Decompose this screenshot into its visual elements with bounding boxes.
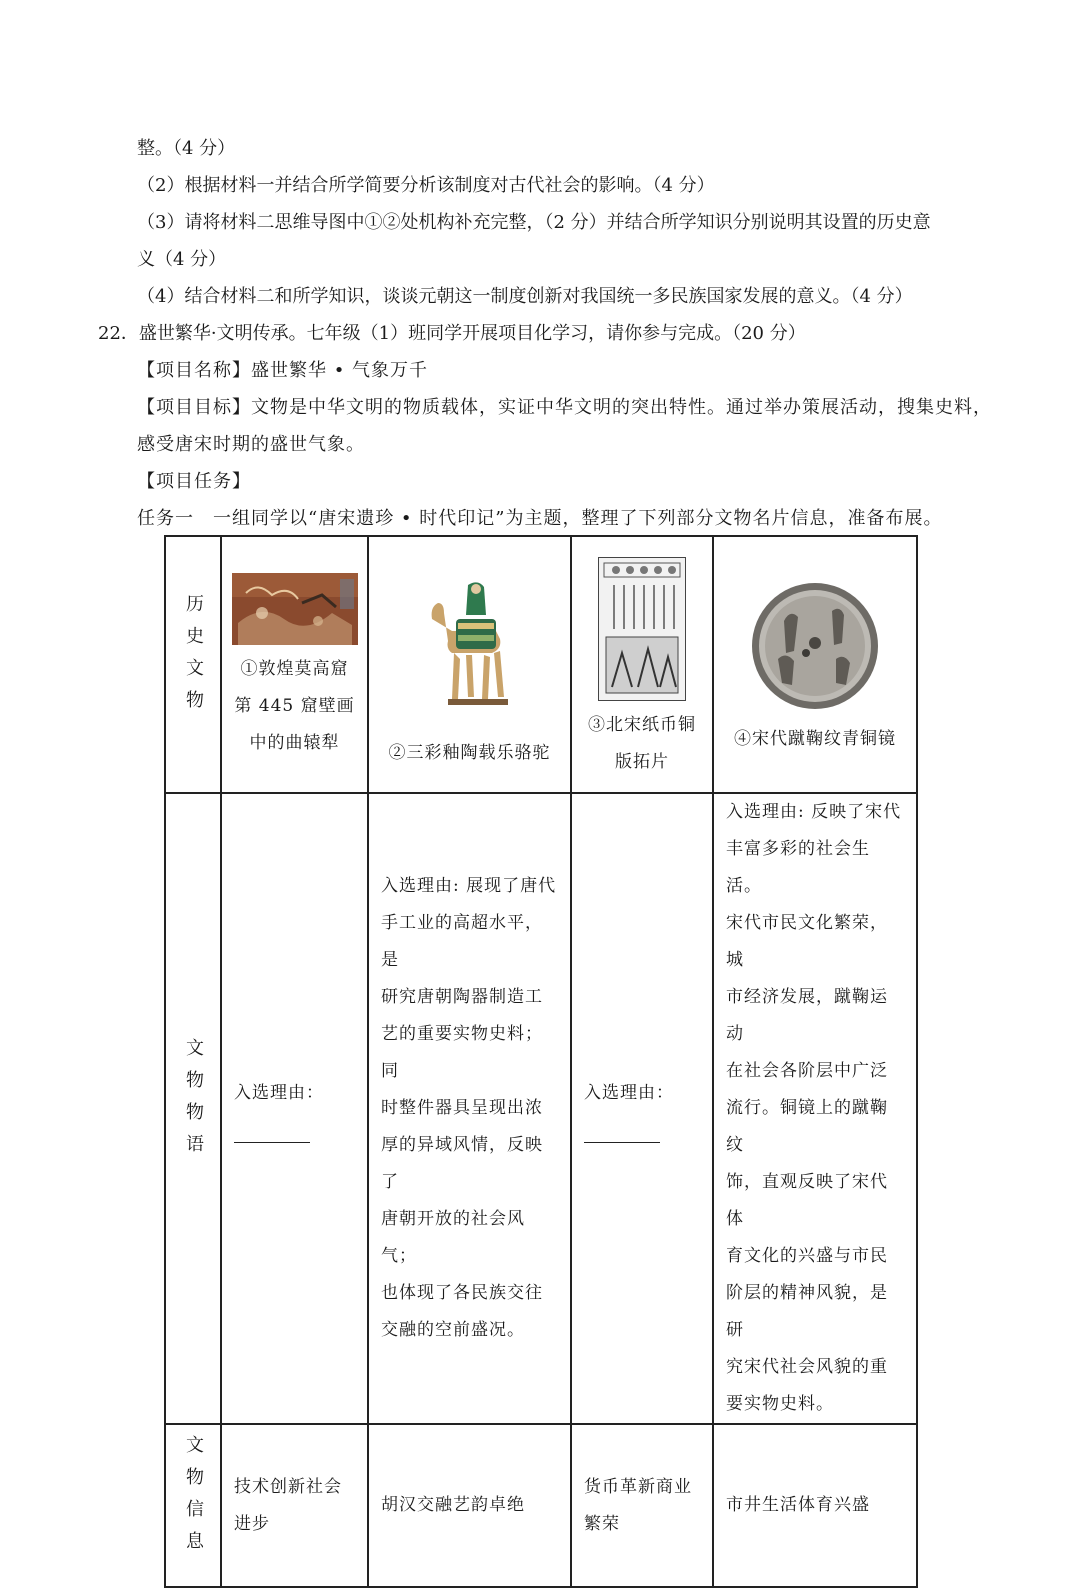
reason-text: 入选理由：	[234, 1082, 324, 1103]
info-cell	[368, 1424, 571, 1587]
mural-image	[232, 573, 358, 645]
reason-line: 手工业的高超水平，是	[381, 913, 543, 970]
camel-image	[422, 579, 518, 715]
info-line: 进步	[234, 1513, 270, 1534]
project-tasks: 【项目任务】	[137, 471, 251, 492]
row-info	[165, 1424, 917, 1587]
reason-line: 饰，直观反映了宋代体	[726, 1172, 888, 1229]
artifact-caption-line: ①敦煌莫高窟	[240, 659, 349, 679]
question-3-cont: 义（4 分）	[137, 249, 227, 270]
line-1: 整。（4 分）	[137, 138, 236, 159]
reason-line: 市经济发展，蹴鞠运动	[726, 987, 888, 1044]
project-goal: 【项目目标】文物是中华文明的物质载体，实证中华文明的突出特性。通过举办策展活动，搜集史料，	[137, 397, 992, 418]
reason-line: 唐朝开放的社会风气；	[381, 1209, 525, 1266]
info-line: 市井生活体育兴盛	[726, 1495, 870, 1515]
reason-line: 丰富多彩的社会生活。	[726, 839, 870, 896]
artifact-caption-line: 中的曲辕犁	[249, 733, 340, 753]
info-line: 技术创新社会	[234, 1476, 342, 1497]
artifact-caption-line: ④宋代蹴鞠纹青铜镜	[734, 729, 896, 749]
row-header-artifacts-text: 历史文物	[183, 594, 204, 722]
reason-line: 时整件器具呈现出浓	[381, 1098, 543, 1118]
project-name: 【项目名称】盛世繁华 • 气象万千	[137, 360, 429, 381]
relic-table	[164, 535, 918, 1588]
banknote-rubbing-image	[598, 557, 686, 701]
info-line: 货币革新商业	[584, 1476, 692, 1497]
artifact-caption-line: 版拓片	[615, 752, 669, 772]
info-line: 胡汉交融艺韵卓绝	[381, 1495, 525, 1515]
reason-text: 入选理由：	[584, 1082, 674, 1103]
question-3: （3）请将材料二思维导图中①②处机构补充完整，（2 分）并结合所学知识分别说明其设置的历史意	[137, 212, 931, 233]
artifact-caption-line: 第 445 窟壁画	[234, 696, 355, 716]
question-4: （4）结合材料二和所学知识，谈谈元朝这一制度创新对我国统一多民族国家发展的意义。（4 分）	[137, 286, 913, 307]
reason-line: 研究唐朝陶器制造工	[381, 987, 543, 1007]
reason-line: 宋代市民文化繁荣，城	[726, 913, 888, 970]
info-cell	[571, 1424, 713, 1587]
bronze-mirror-image	[750, 581, 880, 711]
reason-line: 要实物史料。	[726, 1394, 834, 1414]
info-cell	[713, 1424, 917, 1587]
reason-cell	[713, 793, 917, 1424]
project-goal-cont: 感受唐宋时期的盛世气象。	[137, 434, 365, 455]
reason-line: 也体现了各民族交往	[381, 1283, 543, 1303]
reason-line: 究宋代社会风貌的重	[726, 1357, 888, 1377]
reason-line: 阶层的精神风貌，是研	[726, 1283, 888, 1340]
row-header-artifacts	[165, 536, 221, 793]
row-header-stories-text: 文物物语	[183, 1038, 204, 1166]
artifact-banknote	[571, 536, 713, 793]
reason-line: 入选理由: 展现了唐代	[381, 876, 557, 896]
row-header-stories	[165, 793, 221, 1424]
question-2: （2）根据材料一并结合所学简要分析该制度对古代社会的影响。（4 分）	[137, 175, 715, 196]
reason-line: 流行。铜镜上的蹴鞠纹	[726, 1098, 888, 1155]
answer-blank[interactable]	[572, 1112, 712, 1143]
artifact-camel	[368, 536, 571, 793]
reason-cell	[571, 793, 713, 1424]
artifact-plough	[221, 536, 368, 793]
artifact-caption-line: ③北宋纸币铜	[588, 715, 696, 735]
row-artifacts	[165, 536, 917, 793]
answer-blank[interactable]	[222, 1112, 367, 1143]
info-cell	[221, 1424, 368, 1587]
reason-line: 厚的异域风情，反映了	[381, 1135, 543, 1192]
row-stories	[165, 793, 917, 1424]
question-22: 22．盛世繁华·文明传承。七年级（1）班同学开展项目化学习，请你参与完成。（20 分）	[98, 323, 806, 344]
row-header-info	[165, 1424, 221, 1587]
reason-line: 育文化的兴盛与市民	[726, 1246, 888, 1266]
reason-line: 在社会各阶层中广泛	[726, 1061, 888, 1081]
reason-cell	[221, 793, 368, 1424]
reason-line: 交融的空前盛况。	[381, 1320, 525, 1340]
row-header-info-text: 文物信息	[183, 1435, 204, 1563]
artifact-mirror	[713, 536, 917, 793]
reason-line: 入选理由: 反映了宋代	[726, 802, 902, 822]
info-line: 繁荣	[584, 1513, 620, 1534]
reason-line: 艺的重要实物史料；同	[381, 1024, 543, 1081]
artifact-caption-line: ②三彩釉陶载乐骆驼	[388, 743, 551, 763]
reason-cell	[368, 793, 571, 1424]
task-one: 任务一 一组同学以“唐宋遗珍 • 时代印记”为主题，整理了下列部分文物名片信息，准备布展。	[137, 508, 943, 529]
